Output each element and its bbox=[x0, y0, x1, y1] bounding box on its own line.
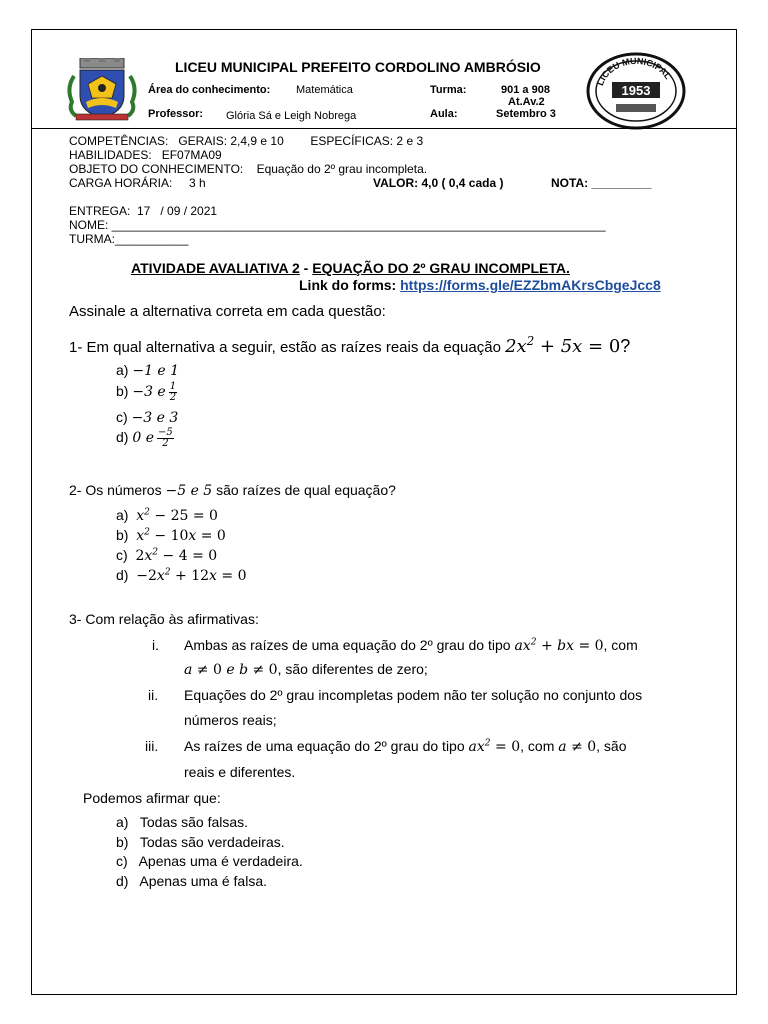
carga-line: CARGA HORÁRIA: 3 h bbox=[69, 176, 206, 190]
q3-item-i-line2: a ≠ 0 e b ≠ 0, são diferentes de zero; bbox=[184, 661, 428, 678]
area-label: Área do conhecimento: bbox=[148, 84, 271, 96]
q3-item-ii-label: ii. bbox=[148, 687, 159, 703]
atav-label: At.Av.2 bbox=[508, 96, 545, 108]
q1-option-d[interactable]: d) 0 e $\frac{-5}{2}$ bbox=[116, 427, 173, 449]
q2-option-b[interactable]: b) $x^2 - 10x = 0$ bbox=[116, 527, 226, 544]
nota-line: NOTA: _________ bbox=[551, 176, 652, 190]
q3-item-i-line1: Ambas as raízes de uma equação do 2º grau do tipo $ax^2$ + bx = 0, com bbox=[184, 637, 638, 654]
objeto-line: OBJETO DO CONHECIMENTO: Equação do 2º grau incompleta. bbox=[69, 162, 428, 176]
q3-item-i-label: i. bbox=[152, 637, 159, 653]
turma-value: 901 a 908 bbox=[501, 84, 550, 96]
turma-field: TURMA:___________ bbox=[69, 232, 189, 246]
q2-option-a[interactable]: a) $x^2 - 25 = 0$ bbox=[116, 507, 218, 524]
question-2: 2- Os números −5 e 5 são raízes de qual equação? bbox=[69, 482, 396, 499]
q3-item-ii-line2: números reais; bbox=[184, 712, 277, 728]
q3-item-ii-line1: Equações do 2º grau incompletas podem não ter solução no conjunto dos bbox=[184, 687, 643, 703]
q1-option-c[interactable]: c) −3 e 3 bbox=[116, 409, 179, 426]
header-divider bbox=[32, 128, 736, 129]
forms-link[interactable]: https://forms.gle/EZZbmAKrsCbgeJcc8 bbox=[400, 277, 661, 293]
q3-option-b[interactable]: b) Todas são verdadeiras. bbox=[116, 834, 285, 850]
q3-item-iii-label: iii. bbox=[145, 738, 159, 754]
liceu-municipal-logo bbox=[586, 52, 686, 130]
svg-text:1953: 1953 bbox=[621, 83, 651, 98]
aula-value: Setembro 3 bbox=[496, 108, 556, 120]
svg-text:LICEU MUNICIPAL: LICEU MUNICIPAL bbox=[595, 55, 674, 87]
question-3: 3- Com relação às afirmativas: bbox=[69, 611, 259, 627]
competencias-line: COMPETÊNCIAS: GERAIS: 2,4,9 e 10 ESPECÍFICAS: 2 e 3 bbox=[69, 134, 424, 148]
q3-option-a[interactable]: a) Todas são falsas. bbox=[116, 814, 249, 830]
forms-link-line: Link do forms: https://forms.gle/EZZbmAKrsCbgeJcc8 bbox=[299, 277, 661, 293]
q3-conclusion: Podemos afirmar que: bbox=[83, 790, 221, 806]
q3-option-d[interactable]: d) Apenas uma é falsa. bbox=[116, 873, 267, 889]
school-name: LICEU MUNICIPAL PREFEITO CORDOLINO AMBRÓSIO bbox=[175, 59, 541, 75]
instruction: Assinale a alternativa correta em cada questão: bbox=[69, 303, 386, 320]
q2-option-c[interactable]: c) $2x^2 - 4 = 0$ bbox=[116, 547, 218, 564]
professor-value: Glória Sá e Leigh Nobrega bbox=[226, 110, 357, 122]
aula-label: Aula: bbox=[430, 108, 458, 120]
nome-field: NOME: __________________________________________________________________________ bbox=[69, 218, 606, 232]
area-value: Matemática bbox=[296, 84, 353, 96]
professor-label: Professor: bbox=[148, 108, 204, 120]
question-1: 1- Em qual alternativa a seguir, estão as raízes reais da equação $2x^2 + 5x = 0$? bbox=[69, 334, 631, 357]
entrega-line: ENTREGA: 17 / 09 / 2021 bbox=[69, 204, 218, 218]
q2-option-d[interactable]: $d) -2x^2 + 12x = 0$ bbox=[116, 567, 247, 584]
q1-option-b[interactable]: b) −3 e $\frac{1}{2}$ bbox=[116, 381, 177, 403]
q3-option-c[interactable]: c) Apenas uma é verdadeira. bbox=[116, 853, 303, 869]
q3-item-iii-line1: As raízes de uma equação do 2º grau do tipo $ax^2 = 0$, com a ≠ 0, são bbox=[184, 738, 627, 755]
valor-line: VALOR: 4,0 ( 0,4 cada ) bbox=[373, 176, 504, 190]
q3-item-iii-line2: reais e diferentes. bbox=[184, 764, 296, 780]
habilidades-line: HABILIDADES: EF07MA09 bbox=[69, 148, 222, 162]
turma-label: Turma: bbox=[430, 84, 467, 96]
q1-option-a[interactable]: a) −1 e 1 bbox=[116, 362, 180, 379]
city-crest-logo bbox=[66, 58, 138, 122]
activity-title: ATIVIDADE AVALIATIVA 2 - EQUAÇÃO DO 2º GRAU INCOMPLETA. bbox=[131, 260, 570, 276]
